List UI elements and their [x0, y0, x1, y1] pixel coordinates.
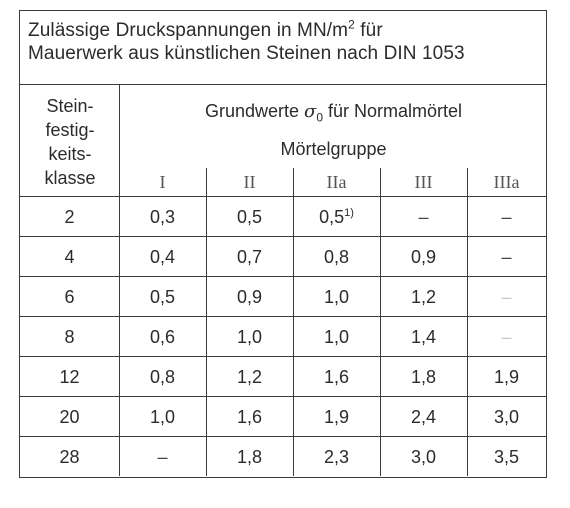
table-cell: 0,8 — [323, 247, 350, 267]
stub-header-line: klasse — [44, 168, 96, 188]
table-cell: 1,0 — [323, 327, 350, 347]
table-cell: 1,2 — [410, 287, 437, 307]
table-cell: 1,9 — [493, 367, 520, 387]
row-rule — [20, 356, 546, 357]
row-rule — [20, 276, 546, 277]
table-cell: 1,9 — [323, 407, 350, 427]
stub-header-line: Stein- — [46, 96, 94, 116]
sigma-symbol: σ — [304, 101, 317, 122]
title-line1: Zulässige Druckspannungen in MN/m — [28, 20, 349, 41]
row-klasse: 4 — [64, 247, 75, 267]
group-header-prefix: Grundwerte — [204, 101, 305, 121]
column-header: II — [243, 172, 256, 192]
strength-table — [19, 10, 547, 478]
table-cell: 1,6 — [323, 367, 350, 387]
header-rule — [20, 196, 546, 197]
table-cell: – — [157, 447, 168, 467]
table-title — [20, 11, 546, 85]
footnote-marker: 1) — [344, 207, 354, 219]
table-cell: 1,6 — [236, 407, 263, 427]
row-klasse: 6 — [64, 287, 75, 307]
table-cell: – — [501, 287, 512, 307]
table-cell: 0,5$^{1)}$ — [319, 207, 354, 227]
table-cell: 0,8 — [149, 367, 176, 387]
table-cell: 0,5 — [149, 287, 176, 307]
row-klasse: 28 — [59, 447, 80, 467]
table-cell: – — [501, 327, 512, 347]
column-header: IIIa — [493, 172, 520, 192]
table-cell: 0,7 — [236, 247, 263, 267]
row-rule — [20, 436, 546, 437]
table-cell: 1,0 — [236, 327, 263, 347]
table-cell: 1,0 — [323, 287, 350, 307]
row-klasse: 2 — [64, 207, 75, 227]
table-cell: – — [501, 247, 512, 267]
row-klasse: 12 — [59, 367, 80, 387]
row-klasse: 8 — [64, 327, 75, 347]
table-cell: 1,8 — [410, 367, 437, 387]
table-cell: 0,9 — [410, 247, 437, 267]
table-cell: 3,5 — [493, 447, 520, 467]
column-header: I — [159, 172, 166, 192]
column-header: IIa — [326, 172, 347, 192]
title-line2: Mauerwerk aus künstlichen Steinen nach DIN 1053 — [28, 43, 465, 64]
subgroup-header: Mörtelgruppe — [280, 139, 387, 159]
table-cell: 1,2 — [236, 367, 263, 387]
table-grid — [20, 84, 546, 477]
stub-header-line: festig- — [45, 120, 95, 140]
sigma-subscript: 0 — [316, 110, 323, 125]
stub-header-line: keits- — [48, 144, 92, 164]
table-cell: 1,8 — [236, 447, 263, 467]
title-line1-end: für — [354, 20, 383, 41]
table-cell: 0,9 — [236, 287, 263, 307]
group-header — [119, 100, 548, 129]
table-cell: 0,5 — [236, 207, 263, 227]
table-cell: 2,4 — [410, 407, 437, 427]
row-rule — [20, 236, 546, 237]
column-header: III — [414, 172, 433, 192]
stub-header — [20, 94, 120, 190]
table-cell: 1,0 — [149, 407, 176, 427]
table-cell: 3,0 — [493, 407, 520, 427]
table-cell: 3,0 — [410, 447, 437, 467]
table-cell: 1,4 — [410, 327, 437, 347]
row-klasse: 20 — [59, 407, 80, 427]
title-unit-exponent: 2 — [348, 17, 355, 32]
table-cell: – — [418, 207, 429, 227]
group-header-suffix: für Normalmörtel — [323, 101, 463, 121]
table-cell: 2,3 — [323, 447, 350, 467]
table-cell: 0,6 — [149, 327, 176, 347]
table-cell: 0,3 — [149, 207, 176, 227]
table-cell: 0,4 — [149, 247, 176, 267]
table-cell: – — [501, 207, 512, 227]
row-rule — [20, 316, 546, 317]
row-rule — [20, 396, 546, 397]
